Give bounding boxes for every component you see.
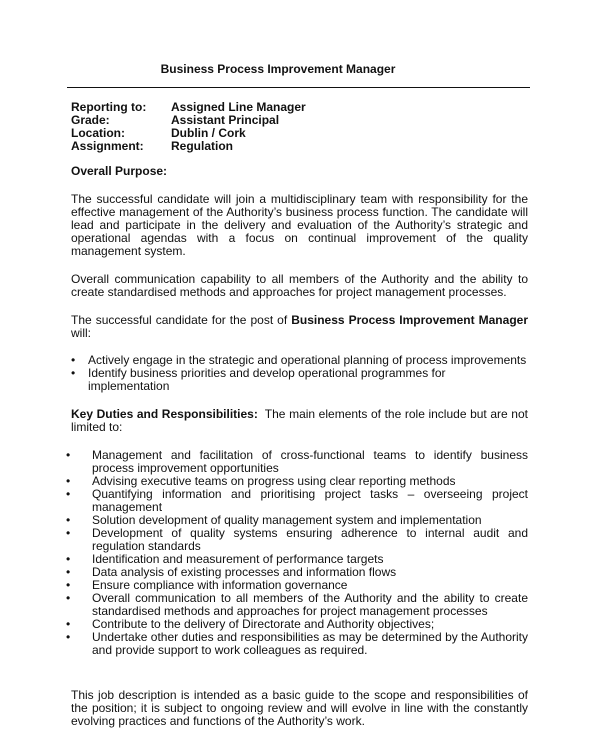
list-item [66,488,528,514]
title-divider [67,87,530,88]
list-item-text: Data analysis of existing processes and information flows [92,565,397,579]
purpose-paragraph-2: Overall communication capability to all members of the Authority and the ability to create standardised methods and approaches for project management processes. [71,272,528,299]
list-item-text: Identify business priorities and develop operational programmes for implementation [88,366,446,393]
bullet-icon: • [66,630,71,644]
list-item-text: Development of quality systems ensuring adherence to internal audit and regulation standards [92,526,528,553]
page-title: Business Process Improvement Manager [160,62,396,76]
document-body [66,164,532,728]
purpose-paragraph-3 [71,314,528,340]
location-value: Dublin / Cork [171,126,246,140]
reporting-value: Assigned Line Manager [171,100,306,114]
list-item-text: Overall communication to all members of the Authority and the ability to create standardised methods and approaches for project management processes [92,591,528,618]
assignment-value: Regulation [171,139,233,153]
purpose-paragraph-1: The successful candidate will join a multidisciplinary team with responsibility for the effective management of the Authority’s business process function. The candidate will lead and participate in the delivery and evaluation of the Authority’s strategic and operational agendas with a focus on continual improvement of the quality management system. [71,192,528,258]
list-item-text: Identification and measurement of performance targets [92,552,384,566]
grade-value: Assistant Principal [171,113,280,127]
list-item-text: Contribute to the delivery of Directorate and Authority objectives; [92,617,435,631]
assignment-label: Assignment: [71,139,144,153]
bullet-icon: • [66,526,71,540]
role-title-inline: Business Process Improvement Manager [291,313,528,327]
purpose-bullet-list [71,354,528,393]
bullet-icon: • [66,552,71,566]
closing-paragraph: This job description is intended as a basic guide to the scope and responsibilities of the position; it is subject to ongoing review and will evolve in line with the constantly evolving practices and functions of the Authority’s work. [71,688,528,728]
list-item-text: Undertake other duties and responsibilities as may be determined by the Authority and provide support to work colleagues as required. [92,630,528,657]
bullet-icon: • [66,617,71,631]
list-item [66,592,528,618]
list-item-text: Quantifying information and prioritising project tasks – overseeing project management [92,487,528,514]
bullet-icon: • [71,353,76,367]
job-details [71,101,306,153]
bullet-icon: • [66,578,71,592]
list-item-text: Management and facilitation of cross-functional teams to identify business process improvement opportunities [92,448,528,475]
list-item [66,527,528,553]
key-duties-heading: Key Duties and Responsibilities: [71,407,258,421]
bullet-icon: • [66,591,71,605]
reporting-label: Reporting to: [71,100,147,114]
key-duties-list [66,449,528,657]
bullet-icon: • [66,474,71,488]
purpose-paragraph-3-prefix: The successful candidate for the post of [71,313,292,327]
list-item-text: Solution development of quality management system and implementation [92,513,482,527]
list-item-text: Ensure compliance with information governance [92,578,348,592]
assignment-row [71,140,306,153]
list-item [71,367,528,393]
purpose-paragraph-3-suffix: will: [71,326,91,340]
key-duties-intro [71,407,532,434]
list-item [66,449,528,475]
bullet-icon: • [66,448,71,462]
overall-purpose-heading: Overall Purpose: [71,164,168,178]
bullet-icon: • [66,513,71,527]
list-item [66,631,528,657]
key-duties-intro-text: The main elements of the role include but are not limited to: [71,407,532,434]
location-label: Location: [71,126,125,140]
grade-label: Grade: [71,113,110,127]
bullet-icon: • [66,565,71,579]
list-item-text: Advising executive teams on progress using clear reporting methods [92,474,456,488]
list-item-text: Actively engage in the strategic and operational planning of process improvements [88,353,527,367]
bullet-icon: • [71,366,76,380]
bullet-icon: • [66,487,71,501]
